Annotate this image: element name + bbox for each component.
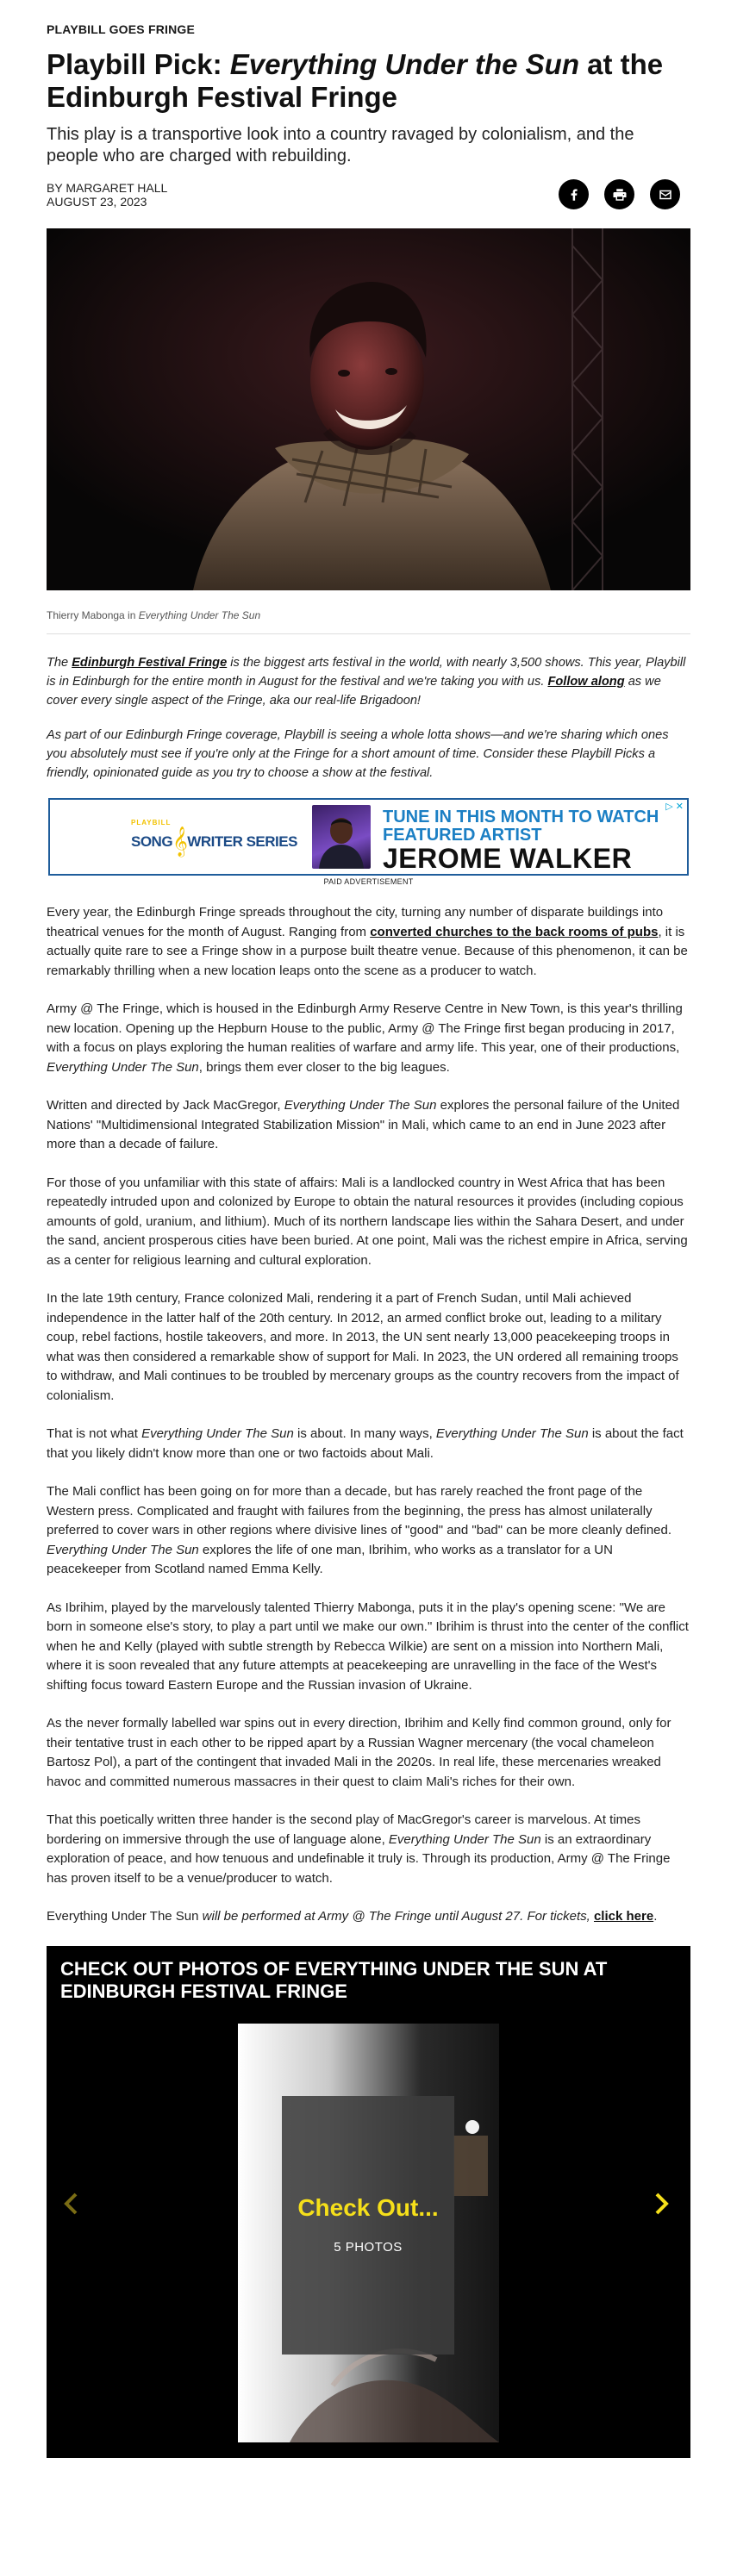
ad-banner[interactable] [48,798,689,876]
body-text: is an extraordinary exploration of peace, and how tenuous and undefinable it truly is. Through its production, Army @ The Fringe has proven itself to be a venue/producer to watch. [47,1831,671,1886]
body-paragraph: As Ibrihim, played by the marvelously talented Thierry Mabonga, puts it in the play's opening scene: "We are born in someone else's story, to play a part until we make our own." Ibrihim is thrust into the center of the conflict when he and Kelly (played with subtle strength by Rebecca Wilkie) are sent on a mission into Northern Mali, where it is soon revealed that any future attempts at peacekeeping are unravelling in the face of the West's shifting focus toward Eastern Europe and the Russian invasion of Ukraine. [47,1600,689,1693]
byline-row [47,179,690,209]
show-title: Everything Under The Sun [47,1542,199,1557]
edinburgh-fringe-link[interactable]: Edinburgh Festival Fringe [72,656,228,670]
headline-show-title: Everything Under the Sun [229,48,579,80]
paid-advertisement-label: PAID ADVERTISEMENT [323,877,414,886]
ad-playbill-label: PLAYBILL [131,819,172,826]
show-title: Everything Under The Sun [388,1831,541,1847]
treble-clef-icon: 𝄞 [172,826,188,857]
ad-copy [383,808,659,872]
caption-name: Thierry Mabonga in [47,609,139,621]
share-buttons [559,179,680,209]
body-text: Written and directed by Jack MacGregor, [47,1098,284,1113]
ad-series-text: SERIES [242,833,297,850]
ad-series-name [131,826,297,857]
converted-churches-link[interactable]: converted churches to the back rooms of pubs [370,924,659,939]
body-text: . [653,1909,658,1924]
show-title: Everything Under The Sun [435,1426,589,1441]
caption-show-title: Everything Under The Sun [138,609,261,621]
check-out-label: Check Out... [297,2194,439,2221]
photo-caption [47,609,690,634]
page-title [47,48,690,114]
body-text: That is not what [47,1426,142,1441]
gallery-title: CHECK OUT PHOTOS OF EVERYTHING UNDER THE SUN AT EDINBURGH FESTIVAL FRINGE [60,1957,608,2002]
body-paragraph: In the late 19th century, France colonized Mali, rendering it a part of French Sudan, until Mali achieved independence in the latter half of the 20th century. In 2012, an armed conflict broke out, leading to a military coup, rebel factions, hostile takeovers, and more. In 2013, the UN sent nearly 13,000 peacekeeping troops in what was then considered a remarkable show of support for Mali. In 2023, the UN ordered all remaining troops to withdraw, and Mali continues to be troubled by mercenary groups as the country recovers from the impact of colonialism. [47,1291,679,1403]
print-button[interactable] [604,179,634,209]
body-paragraph [47,1482,690,1580]
ad-choices-icon[interactable]: ▷ ✕ [665,801,684,812]
show-title: Everything Under The Sun [141,1426,294,1441]
body-paragraph: For those of you unfamiliar with this state of affairs: Mali is a landlocked country in West Africa that has been repeatedly intruded upon and colonized by Europe to obtain the natural resources it provides (including copious amounts of gold, uranium, and lithium). Much of its northern landscape lies within the Sahara Desert, and under the sand, ancient prosperous cities have been buried. At one point, Mali was the richest empire in Africa, serving as a center for religious learning and cultural exploration. [47,1175,688,1268]
article-kicker[interactable]: PLAYBILL GOES FRINGE [47,22,196,36]
intro-paragraph: As part of our Edinburgh Fringe coverage, Playbill is seeing a whole lotta shows—and we're sharing which ones you absolutely must see if you're only at the Fringe for a short amount of time. Consider these Playbill Picks a friendly, opinionated guide as you try to choose a show at the festival. [47,728,669,780]
artist-illustration [312,805,371,869]
ad-line-1: TUNE IN THIS MONTH TO WATCH [383,808,659,826]
intro-text: as we cover every single aspect of the Fringe, aka our real-life Brigadoon! [47,675,661,708]
article-body [47,903,690,1927]
tickets-link[interactable]: click here [593,1909,654,1924]
facebook-icon [566,187,582,203]
email-share-button[interactable] [650,179,680,209]
show-title: Everything Under The Sun [284,1098,437,1113]
body-text: is about. In many ways, [293,1426,436,1441]
ad-writer-text: WRITER [187,833,243,850]
follow-along-link[interactable]: Follow along [547,675,625,689]
headline-prefix: Playbill Pick: [47,48,230,80]
author[interactable]: BY MARGARET HALL [47,180,168,195]
ad-line-2: FEATURED ARTIST [383,826,542,845]
body-text: The Mali conflict has been going on for more than a decade, but has rarely reached the front page of the Western press. Complicated and fraught with failures from the beginning, the press has almost unilaterally preferred to cover wars in other regions where divisive lines of "good" and "bad" can be more cleanly defined. [47,1484,672,1537]
ad-artist-name: JEROME WALKER [383,843,633,874]
body-text: will be performed at Army @ The Fringe until August 27. For tickets, [202,1909,594,1924]
body-paragraph: As the never formally labelled war spins out in every direction, Ibrihim and Kelly find common ground, only for their tentative trust in each other to be ripped apart by a Russian Wagner mercenary (the vocal chameleon Bartosz Pol), a part of the contingent that invaded Mali in the 2020s. In real life, these mercenaries wreaked havoc and committed numerous massacres in their quest to claim Mali's riches for their own. [47,1716,671,1789]
body-text: Army @ The Fringe, which is housed in the Edinburgh Army Reserve Centre in New Town, is this year's thrilling new location. Opening up the Hepburn House to the public, Army @ The Fringe first began producing in 2017, with a focus on plays exploring the human realities of warfare and army life. This year, one of their productions, [47,1001,683,1055]
body-paragraph [47,903,690,981]
chevron-left-icon [59,2191,84,2217]
body-text: , brings them ever closer to the big leagues. [198,1059,450,1075]
print-icon [612,187,628,203]
advertisement [47,798,690,886]
gallery-open-button[interactable] [282,2096,454,2355]
body-text: explores the life of one man, Ibrihim, who works as a translator for a UN peacekeeper from Scotland named Emma Kelly. [47,1542,613,1576]
body-paragraph [47,1811,690,1888]
body-paragraph [47,1096,690,1155]
photo-count: 5 PHOTOS [334,2240,403,2255]
hero-photo[interactable] [47,228,690,590]
headline-suffix: at the Edinburgh Festival Fringe [47,48,664,113]
ad-logo [131,819,297,857]
intro-paragraph [47,653,690,710]
body-text: is about the fact that you likely didn't know more than one or two factoids about Mali. [47,1426,684,1461]
body-text: Every year, the Edinburgh Fringe spreads throughout the city, turning any number of disparate buildings into theatrical venues for the month of August. Ranging from [47,905,664,939]
publish-date: AUGUST 23, 2023 [47,194,147,209]
chevron-right-icon [648,2191,674,2217]
ad-artist-photo [312,805,371,869]
gallery-next-button[interactable] [648,2191,674,2217]
ad-song-text: SONG [131,833,173,850]
actor-photo-illustration [47,228,690,590]
gallery-prev-button[interactable] [59,2191,84,2217]
body-text: Everything Under The Sun [47,1909,203,1924]
body-text: , it is actually quite rare to see a Fringe show in a purpose built theatre venue. Because of this phenomenon, it can be remarkably thrilling when a new location leaps onto the scene as a producer to watch. [47,924,688,978]
ticket-info-paragraph [47,1907,690,1927]
show-title: Everything Under The Sun [47,1059,199,1075]
body-paragraph [47,1000,690,1077]
article-intro [47,653,690,783]
body-text: That this poetically written three hander is the second play of MacGregor's career is marvelous. At times bordering on immersive through the use of language alone, [47,1812,641,1847]
email-icon [658,187,673,203]
photo-gallery [47,1946,690,2458]
body-text: explores the personal failure of the United Nations' "Multidimensional Integrated Stabilization Mission" in Mali, which came to an end in June 2023 after more than a decade of failure. [47,1098,680,1151]
facebook-share-button[interactable] [559,179,589,209]
intro-text: is the biggest arts festival in the world, with nearly 3,500 shows. This year, Playbill is in Edinburgh for the entire month in August for the festival and we're taking you with us. [47,656,686,689]
byline [47,181,167,209]
body-paragraph [47,1425,690,1463]
article-subhead: This play is a transportive look into a country ravaged by colonialism, and the people who are charged with rebuilding. [47,125,634,165]
intro-text: The [47,656,72,670]
